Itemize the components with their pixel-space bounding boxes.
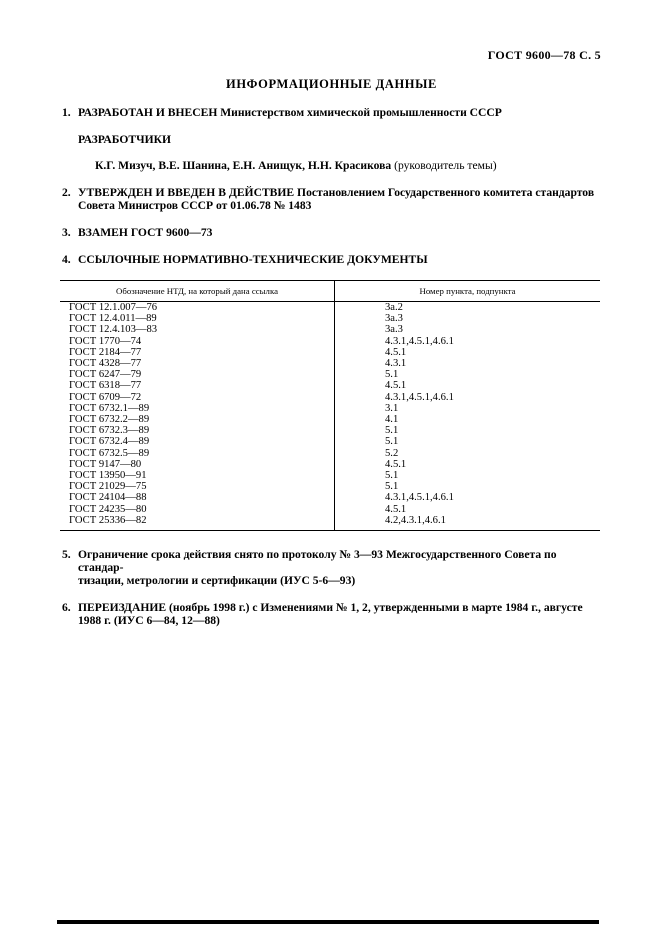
table-row: [60, 347, 600, 358]
section-4-text: ССЫЛОЧНЫЕ НОРМАТИВНО-ТЕХНИЧЕСКИЕ ДОКУМЕНТЫ: [78, 253, 428, 266]
table-row: [60, 492, 600, 503]
punkt-cell: 3а.3: [385, 313, 403, 325]
table-row: [60, 481, 600, 492]
table-row: [60, 313, 600, 324]
page-bottom-rule: [57, 920, 599, 924]
section-6-line-2: 1988 г. (ИУС 6—84, 12—88): [78, 614, 220, 628]
punkt-cell: 4.3.1,4.5.1,4.6.1: [385, 391, 454, 403]
punkt-cell: 5.1: [385, 481, 399, 493]
table-row: [60, 380, 600, 391]
developers-note: (руководитель темы): [391, 159, 497, 172]
table-row: [60, 425, 600, 436]
punkt-cell: 4.3.1,4.5.1,4.6.1: [385, 492, 454, 504]
section-4: [62, 253, 601, 266]
punkt-cell: 5.1: [385, 470, 399, 482]
punkt-cell: 4.1: [385, 414, 399, 426]
table-row: [60, 336, 600, 347]
ntd-cell: ГОСТ 6709—72: [60, 392, 335, 403]
table-row: [60, 324, 600, 335]
ntd-cell: ГОСТ 24235—80: [60, 504, 335, 515]
section-5-line-2: тизации, метрологии и сертификации (ИУС 5-6—93): [78, 574, 356, 588]
section-5-number: 5.: [62, 548, 71, 562]
column-header-punkt: Номер пункта, подпункта: [335, 281, 601, 302]
ntd-cell: ГОСТ 13950—91: [60, 470, 335, 481]
punkt-cell: 3а.3: [385, 324, 403, 336]
section-3-number: 3.: [62, 226, 71, 239]
ntd-cell: ГОСТ 25336—82: [60, 515, 335, 531]
section-4-number: 4.: [62, 253, 71, 266]
punkt-cell: 4.3.1: [385, 358, 407, 370]
section-3-text: ВЗАМЕН ГОСТ 9600—73: [78, 226, 213, 239]
section-1-text: РАЗРАБОТАН И ВНЕСЕН Министерством химической промышленности СССР: [78, 106, 502, 119]
ntd-cell: ГОСТ 6318—77: [60, 380, 335, 391]
section-6-number: 6.: [62, 601, 71, 615]
running-header: ГОСТ 9600—78 С. 5: [487, 48, 601, 62]
section-6-line-1: ПЕРЕИЗДАНИЕ (ноябрь 1998 г.) с Изменениями № 1, 2, утвержденными в марте 1984 г., августе: [78, 601, 583, 615]
punkt-cell: 5.2: [385, 447, 399, 459]
section-5: [62, 548, 601, 587]
section-2-number: 2.: [62, 186, 71, 199]
table-row: [60, 515, 600, 531]
ntd-cell: ГОСТ 12.4.103—83: [60, 324, 335, 335]
section-2: [62, 186, 601, 212]
section-6-text: [78, 601, 601, 627]
punkt-cell: 5.1: [385, 425, 399, 437]
developers-line: [95, 159, 601, 172]
section-2-line-2: Совета Министров СССР от 01.06.78 № 1483: [78, 199, 312, 212]
punkt-cell: 4.5.1: [385, 380, 407, 392]
ntd-cell: ГОСТ 6732.5—89: [60, 448, 335, 459]
ntd-cell: ГОСТ 6732.1—89: [60, 403, 335, 414]
page-title: ИНФОРМАЦИОННЫЕ ДАННЫЕ: [226, 77, 437, 91]
references-table-head: [60, 281, 600, 302]
punkt-cell: 3а.2: [385, 302, 403, 313]
table-row: [60, 459, 600, 470]
table-row: [60, 392, 600, 403]
ntd-cell: ГОСТ 24104—88: [60, 492, 335, 503]
table-row: [60, 448, 600, 459]
ntd-cell: ГОСТ 21029—75: [60, 481, 335, 492]
ntd-cell: ГОСТ 6732.3—89: [60, 425, 335, 436]
section-1-number: 1.: [62, 106, 71, 119]
ntd-cell: ГОСТ 12.1.007—76: [60, 302, 335, 314]
punkt-cell: 5.1: [385, 436, 399, 448]
punkt-cell: 3.1: [385, 402, 399, 414]
punkt-cell: 4.3.1,4.5.1,4.6.1: [385, 335, 454, 347]
section-5-line-1: Ограничение срока действия снято по протоколу № 3—93 Межгосударственного Совета по стандар-: [78, 548, 557, 575]
punkt-cell: 4.5.1: [385, 503, 407, 515]
section-2-text: [78, 186, 601, 212]
table-row: [60, 403, 600, 414]
punkt-cell: 4.5.1: [385, 346, 407, 358]
table-row: [60, 358, 600, 369]
punkt-cell: 5.1: [385, 369, 399, 381]
references-table: [60, 280, 600, 531]
ntd-cell: ГОСТ 9147—80: [60, 459, 335, 470]
ntd-cell: ГОСТ 6247—79: [60, 369, 335, 380]
ntd-cell: ГОСТ 6732.2—89: [60, 414, 335, 425]
ntd-cell: ГОСТ 4328—77: [60, 358, 335, 369]
developers-names: К.Г. Мизуч, В.Е. Шанина, Е.Н. Анищук, Н.Н. Красикова: [95, 159, 392, 172]
table-row: [60, 436, 600, 447]
ntd-cell: ГОСТ 12.4.011—89: [60, 313, 335, 324]
table-row: [60, 369, 600, 380]
section-3: [62, 226, 601, 239]
references-table-header-row: [60, 281, 600, 302]
references-table-body: [60, 302, 600, 531]
section-2-line-1: УТВЕРЖДЕН И ВВЕДЕН В ДЕЙСТВИЕ Постановлением Государственного комитета стандартов: [78, 186, 595, 199]
section-6: [62, 601, 601, 627]
developers-subheading: РАЗРАБОТЧИКИ: [78, 133, 172, 146]
table-row: [60, 470, 600, 481]
section-5-text: [78, 548, 601, 587]
table-row: [60, 414, 600, 425]
ntd-cell: ГОСТ 1770—74: [60, 336, 335, 347]
column-header-ntd: Обозначение НТД, на который дана ссылка: [60, 281, 335, 302]
ntd-cell: ГОСТ 2184—77: [60, 347, 335, 358]
table-row: [60, 504, 600, 515]
section-1: [62, 106, 601, 119]
punkt-cell: 4.2,4.3.1,4.6.1: [335, 515, 601, 531]
punkt-cell: 4.5.1: [385, 458, 407, 470]
table-row: [60, 302, 600, 314]
ntd-cell: ГОСТ 6732.4—89: [60, 436, 335, 447]
